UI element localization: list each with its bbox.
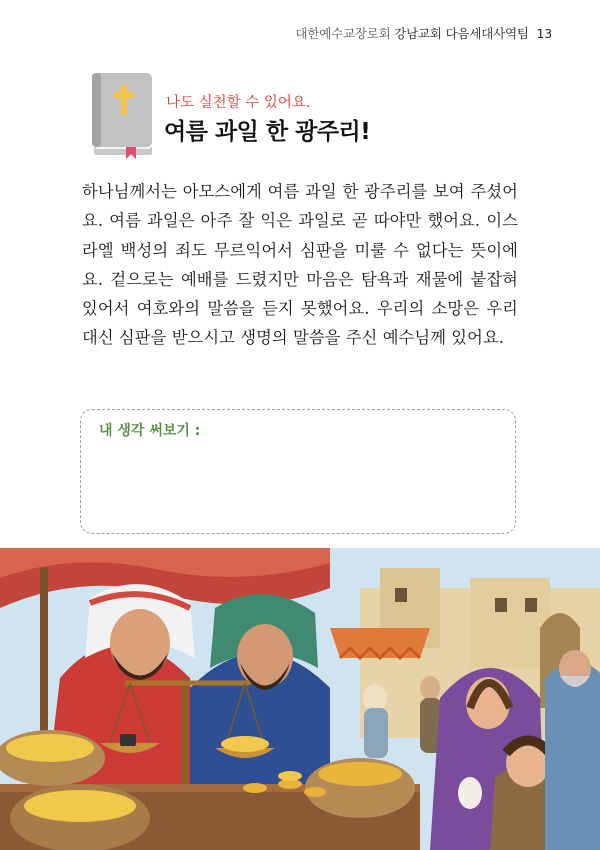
lesson-subtitle: 나도 실천할 수 있어요. — [166, 95, 311, 111]
church-org: 대한예수교장로회 — [295, 26, 391, 41]
page-number: 13 — [536, 26, 552, 41]
page-header — [295, 24, 552, 42]
lesson-title: 여름 과일 한 광주리! — [164, 119, 371, 145]
lesson-body: 하나님께서는 아모스에게 여름 과일 한 광주리를 보여 주셨어요. 여름 과일은 아주 잘 익은 과일로 곧 따야만 했어요. 이스라엘 백성의 죄도 무르익어서 심판을 미룰 수 없다는 뜻이에요. 겉으로는 예배를 드렸지만 마음은 탐욕과 재물에 붙잡혀 있어서 여호와의 말씀을 듣지 못했어요. 우리의 소망은 우리 대신 심판을 받으시고 생명의 말씀을 주신 예수님께 있어요. — [82, 182, 518, 348]
bible-icon — [92, 71, 156, 159]
church-name: 강남교회 — [394, 26, 442, 41]
reflection-label: 내 생각 써보기 : — [99, 423, 201, 439]
ministry-name: 다음세대사역팀 — [445, 26, 529, 41]
market-scene-illustration — [0, 548, 600, 850]
reflection-box[interactable] — [80, 409, 516, 534]
